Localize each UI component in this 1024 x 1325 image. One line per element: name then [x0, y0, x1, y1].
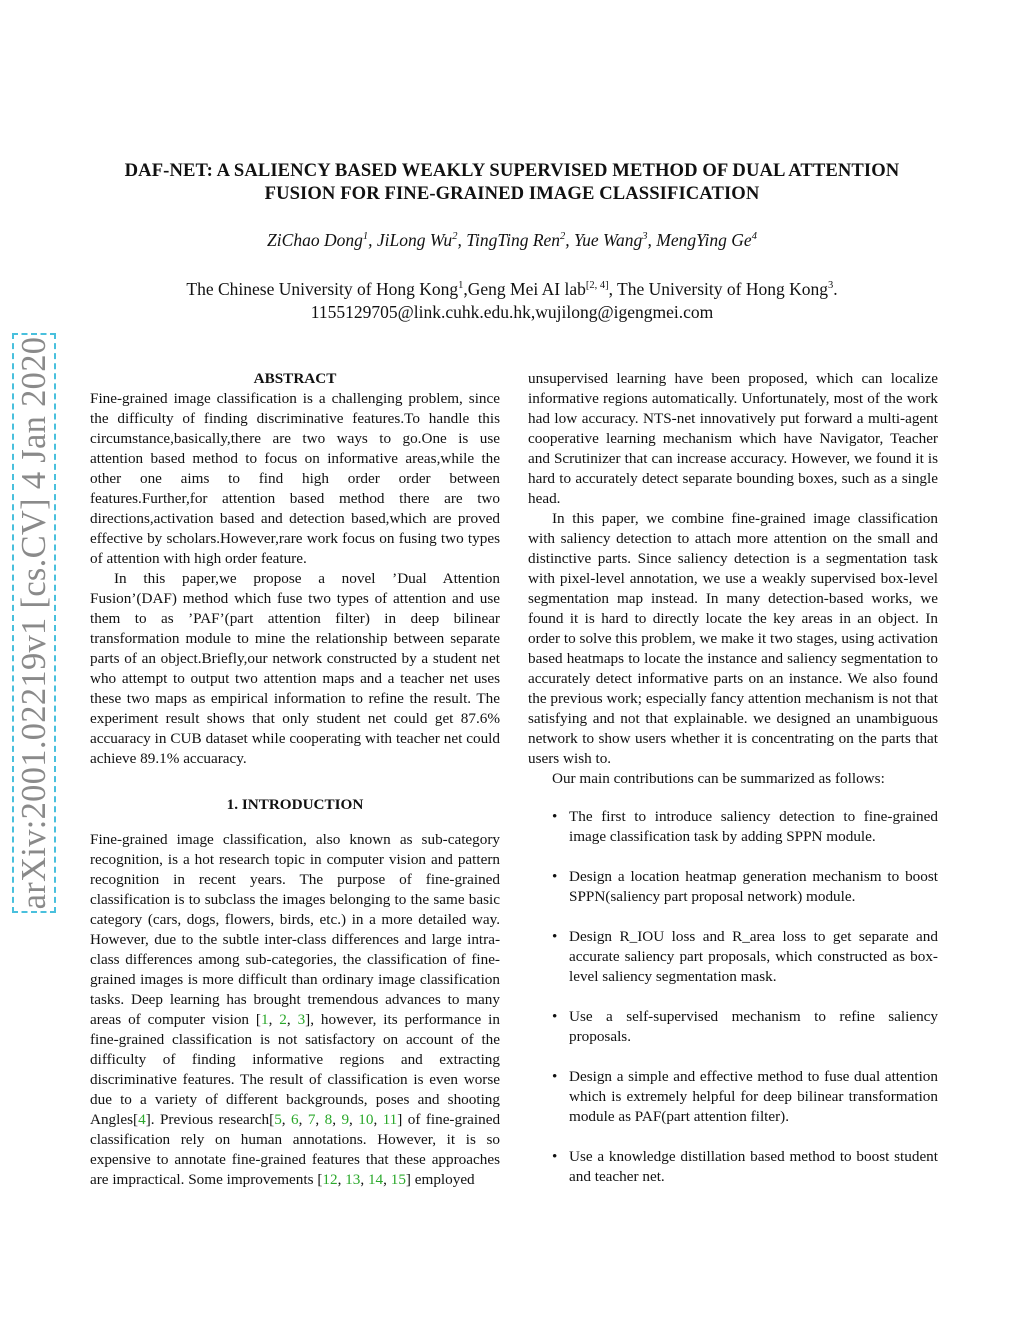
citation-link[interactable]: 8 [324, 1111, 333, 1128]
contributions-list [528, 807, 938, 1187]
contribution-text: The first to introduce saliency detection to fine-grained image classification task by adding SPPN module. [569, 808, 938, 845]
affiliation-period: . [833, 279, 838, 299]
contributions-lead: Our main contributions can be summarized as follows: [552, 770, 885, 787]
citation-link[interactable]: 9 [341, 1111, 350, 1128]
author-affil-mark: 2 [560, 231, 566, 243]
citation-link[interactable]: 1 [260, 1011, 269, 1028]
contribution-item [528, 1007, 938, 1047]
affiliations [60, 278, 964, 324]
arxiv-stamp[interactable] [12, 333, 56, 913]
contribution-text: Design R_IOU loss and R_area loss to get separate and accurate saliency part proposals, which constructed as box-level saliency segmentation mask. [569, 928, 938, 985]
author-name: MengYing Ge [656, 230, 752, 250]
intro-text: ] of fine-grained classification rely on human annotations. However, it is so expensive to annotate fine-grained features that these approaches are impractical. Some improvements [ [90, 1111, 501, 1188]
right-column [528, 369, 938, 1207]
intro-text: ], however, its performance in fine-grained classification is not satisfactory on account of the difficulty of finding informative regions and extracting discriminative features. The result of classification is even worse due to a variety of different backgrounds, poses and shooting Angles[ [90, 1011, 500, 1128]
contribution-text: Use a knowledge distillation based method to boost student and teacher net. [569, 1148, 938, 1185]
cite-sep: , [373, 1111, 383, 1128]
affil-mark: 3 [827, 280, 834, 292]
intro-text: ] employed [405, 1171, 475, 1188]
citation-link[interactable]: 3 [297, 1011, 306, 1028]
title-line-2: FUSION FOR FINE-GRAINED IMAGE CLASSIFICATION [264, 183, 760, 204]
introduction-paragraph [90, 830, 500, 1190]
author-affil-mark: 3 [642, 231, 648, 243]
cite-sep: , [349, 1111, 359, 1128]
contribution-text: Design a simple and effective method to fuse dual attention which is extremely helpful for deep bilinear transformation module as PAF(part attention filter). [569, 1068, 938, 1125]
cite-sep: , [281, 1111, 291, 1128]
affil-mark: [2, 4] [585, 280, 609, 292]
citation-link[interactable]: 7 [307, 1111, 316, 1128]
author-affil-mark: 2 [452, 231, 458, 243]
bullet-icon: • [552, 868, 558, 885]
abstract-paragraph-1: Fine-grained image classification is a challenging problem, since the difficulty of finding discriminative features.To handle this circumstance,basically,there are two ways to go.One is use attention based method to focus on informative areas,while the other one aims to find high order order between features.Further,for attention based method there are two directions,activation based and detection based,which are proved effective by scholars.However,rare work focus on fusing two types of attention with high order feature. [90, 390, 500, 567]
bullet-icon: • [552, 808, 558, 825]
citation-link[interactable]: 11 [382, 1111, 398, 1128]
author-name: TingTing Ren [466, 230, 561, 250]
author-list: ZiChao Dong$^1$, JiLong Wu$^2$, TingTing Ren$^2$, Yue Wang$^3$, MengYing Ge$^4$ [267, 230, 757, 250]
affiliation-line [60, 278, 964, 301]
citation-link[interactable]: 4 [138, 1111, 146, 1128]
bullet-icon: • [552, 1148, 558, 1165]
contribution-item [528, 1147, 938, 1187]
author-emails: 1155129705@link.cuhk.edu.hk,wujilong@igengmei.com [310, 302, 714, 322]
citation-link[interactable]: 13 [345, 1171, 361, 1188]
author-name: Yue Wang [574, 230, 643, 250]
abstract-heading: ABSTRACT [253, 370, 337, 387]
contribution-text: Design a location heatmap generation mechanism to boost SPPN(saliency part proposal network) module. [569, 868, 938, 905]
citation-link[interactable]: 14 [367, 1171, 384, 1188]
cite-sep: , [286, 1011, 298, 1028]
contribution-item [528, 867, 938, 907]
title-line-1: DAF-NET: A SALIENCY BASED WEAKLY SUPERVISED METHOD OF DUAL ATTENTION [124, 160, 900, 181]
citation-link[interactable]: 6 [291, 1111, 299, 1128]
intro-continued-paragraph: unsupervised learning have been proposed, which can localize informative regions automatically. Unfortunately, most of the work had low accuracy. NTS-net innovatively put forward a multi-agent cooperative learning mechanism which have Navigator, Teacher and Scrutinizer that can increase accuracy. However, we found it is hard to accurately detect separate bounding boxes, such as a single head. [528, 370, 938, 507]
cite-sep: , [332, 1111, 342, 1128]
cite-sep: , [383, 1171, 391, 1188]
author-affil-mark: 4 [751, 231, 757, 243]
citation-link[interactable]: 5 [274, 1111, 282, 1128]
intro-text: Fine-grained image classification, also known as sub-category recognition, is a hot research topic in computer vision and pattern recognition in recent years. The purpose of fine-grained classification is to subclass the images belonging to the same basic category (cars, dogs, flowers, birds, etc.) in a more detailed way. However, due to the subtle inter-class differences and large intra-class differences among sub-categories, the classification of fine-grained images is more difficult than ordinary image classification tasks. Deep learning has brought tremendous advances to many areas of computer vision [ [90, 831, 500, 1028]
bullet-icon: • [552, 1068, 558, 1085]
contribution-item [528, 807, 938, 847]
contribution-item [528, 927, 938, 987]
paper-title [60, 159, 964, 205]
author-affil-mark: 1 [362, 231, 369, 243]
affiliation-cuhk: The Chinese University of Hong Kong [186, 279, 459, 299]
cite-sep: , [315, 1111, 325, 1128]
cite-sep: , [298, 1111, 308, 1128]
bullet-icon: • [552, 928, 558, 945]
intro-paragraph-this-paper: In this paper, we combine fine-grained image classification with saliency detection to attach more attention on the small and distinctive parts. Since saliency detection is a segmentation task with pixel-level annotation, we use a weakly supervised box-level segmentation map instead. In many detection-based works, we found it is hard to directly locate the key areas in an object. In order to solve this problem, we make it two stages, using activation based heatmaps to locate the instance and saliency segmentation to accurately detect informative parts on an instance. We also found the previous work; especially fancy attention mechanism is not that satisfying and not that explainable. we designed an unambiguous network to show users whether it is concentrating on the parts that users wish to. [528, 510, 938, 767]
author-name: ZiChao Dong [267, 230, 363, 250]
bullet-icon: • [552, 1008, 558, 1025]
affil-mark: 1 [458, 280, 464, 292]
abstract-paragraph-2: In this paper,we propose a novel ’Dual Attention Fusion’(DAF) method which fuse two types of attention and use them to as ’PAF’(part attention filter) in deep bilinear transformation module to mine the relationship between separate parts of an object.Briefly,our network constructed by a student net who attempt to output two attention maps and a teacher net uses these two maps as empirical information to refine the result. The experiment result shows that only student net could get 87.6% accuaracy in CUB dataset while cooperating with teacher net could achieve 89.1% accuaracy. [90, 570, 500, 767]
citation-link[interactable]: 2 [279, 1011, 287, 1028]
citation-link[interactable]: 15 [390, 1171, 406, 1188]
introduction-heading: 1. INTRODUCTION [226, 796, 364, 813]
intro-text: ]. Previous research[ [145, 1111, 275, 1128]
contribution-item [528, 1067, 938, 1127]
citation-link[interactable]: 12 [322, 1171, 338, 1188]
arxiv-stamp-text: arXiv:2001.02219v1 [cs.CV] 4 Jan 2020 [14, 336, 53, 910]
left-column [90, 369, 500, 1190]
cite-sep: , [268, 1011, 280, 1028]
cite-sep: , [360, 1171, 368, 1188]
affiliation-hku: , The University of Hong Kong [608, 279, 828, 299]
author-name: JiLong Wu [376, 230, 453, 250]
citation-link[interactable]: 10 [358, 1111, 374, 1128]
cite-sep: , [337, 1171, 346, 1188]
contribution-text: Use a self-supervised mechanism to refine saliency proposals. [569, 1008, 938, 1045]
affiliation-gengmei: ,Geng Mei AI lab [463, 279, 586, 299]
